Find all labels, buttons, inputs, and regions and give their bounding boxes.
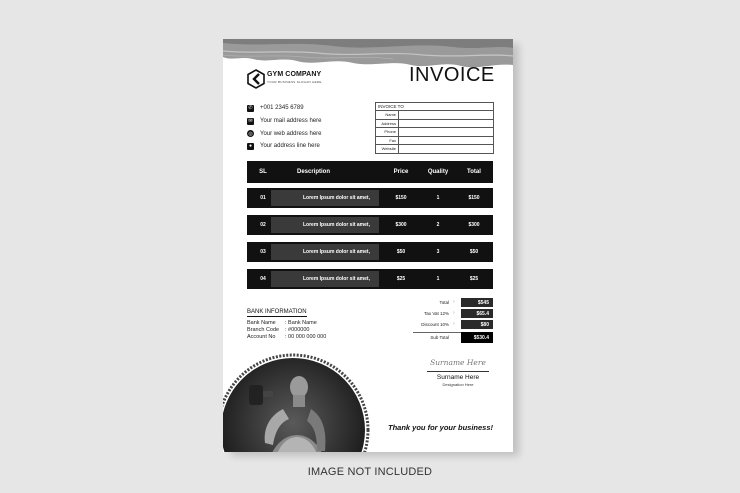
chevron-right-icon: › xyxy=(453,310,455,316)
bank-label: Bank Name xyxy=(247,320,276,326)
thanks-message: Thank you for your business! xyxy=(388,423,494,432)
cell-description: Lorem Ipsum dolor sit amet, xyxy=(303,249,370,255)
image-caption: IMAGE NOT INCLUDED xyxy=(307,466,433,478)
cell-price: $50 xyxy=(396,249,406,255)
table-row xyxy=(247,242,493,262)
bank-line xyxy=(247,327,326,334)
table-header xyxy=(247,161,493,183)
globe-icon: ◎ xyxy=(248,130,253,137)
hexagon-logo-icon xyxy=(247,69,265,89)
cell-total: $300 xyxy=(468,222,480,228)
bank-value: : Bank Name xyxy=(285,320,317,326)
signature-name: Surname Here xyxy=(436,374,480,381)
invoice-to-box xyxy=(375,102,494,154)
cell-sl: 04 xyxy=(260,276,266,282)
phone-icon: ✆ xyxy=(248,105,253,112)
summary-label: Total xyxy=(439,300,449,305)
summary-label: Tax Vat 12% xyxy=(424,311,449,316)
summary-value: $80 xyxy=(461,320,493,329)
contact-text: Your web address here xyxy=(260,130,322,137)
summary-block xyxy=(413,297,493,343)
signature-line xyxy=(427,371,489,372)
invoice-to-row xyxy=(376,111,493,120)
contact-mail xyxy=(247,115,322,128)
invoice-to-label: Address xyxy=(376,120,399,128)
company-name: GYM COMPANY xyxy=(267,71,322,78)
bank-line xyxy=(247,334,326,341)
chevron-right-icon: › xyxy=(453,321,455,327)
table-row xyxy=(247,188,493,208)
cell-description: Lorem Ipsum dolor sit amet, xyxy=(303,195,370,201)
invoice-to-label: Phone xyxy=(376,128,399,136)
cell-price: $300 xyxy=(395,222,407,228)
summary-total xyxy=(413,297,493,308)
cell-price: $150 xyxy=(395,195,407,201)
summary-discount xyxy=(413,319,493,330)
header-total: Total xyxy=(467,169,481,175)
header-sl: SL xyxy=(259,169,267,175)
gym-photo-placeholder xyxy=(223,347,379,452)
contact-text: +001 2345 6789 xyxy=(260,105,304,112)
summary-tax xyxy=(413,308,493,319)
cell-quantity: 2 xyxy=(436,222,440,228)
invoice-to-label: Website xyxy=(376,145,399,153)
bank-value: : #000000 xyxy=(285,327,310,333)
cell-quantity: 1 xyxy=(436,195,440,201)
invoice-to-heading: INVOICE TO xyxy=(376,103,493,111)
bank-information xyxy=(247,300,326,341)
signature-block xyxy=(423,357,493,387)
bank-line xyxy=(247,320,326,327)
cell-quantity: 1 xyxy=(436,276,440,282)
cell-sl: 02 xyxy=(260,222,266,228)
bank-title: BANK INFORMATION xyxy=(247,309,307,315)
bank-value: : 00 000 000 000 xyxy=(285,334,327,340)
cell-description: Lorem Ipsum dolor sit amet, xyxy=(303,276,370,282)
summary-value: $545 xyxy=(461,298,493,307)
mail-icon: ✉ xyxy=(248,118,253,125)
bank-label: Account No xyxy=(247,334,276,340)
cell-total: $25 xyxy=(469,276,479,282)
signature-script: Surname Here xyxy=(430,358,486,367)
company-tagline: YOUR BUSINESS SLOGAN HERE xyxy=(267,80,322,84)
cell-total: $50 xyxy=(469,249,479,255)
invoice-to-label: Name xyxy=(376,111,399,119)
invoice-title: INVOICE xyxy=(409,64,495,86)
contact-web xyxy=(247,127,322,140)
cell-quantity: 3 xyxy=(436,249,440,255)
invoice-to-row xyxy=(376,137,493,146)
contact-text: Your mail address here xyxy=(260,118,322,125)
summary-subtotal xyxy=(413,332,493,343)
table-row xyxy=(247,269,493,289)
header-price: Price xyxy=(393,169,409,175)
location-icon: ● xyxy=(248,143,253,150)
cell-description: Lorem Ipsum dolor sit amet, xyxy=(303,222,370,228)
cell-price: $25 xyxy=(396,276,406,282)
table-row xyxy=(247,215,493,235)
contact-address xyxy=(247,140,322,153)
contact-list xyxy=(247,102,322,153)
summary-value: $65.4 xyxy=(461,309,493,318)
invoice-page xyxy=(223,39,513,452)
cell-sl: 01 xyxy=(260,195,266,201)
signature-role: Designation Here xyxy=(442,382,474,387)
invoice-to-label: Fax xyxy=(376,137,399,145)
contact-phone xyxy=(247,102,322,115)
cell-total: $150 xyxy=(468,195,480,201)
summary-label: Sub Total xyxy=(430,335,449,340)
invoice-to-row xyxy=(376,145,493,153)
header-description: Description xyxy=(297,169,331,175)
chevron-right-icon: › xyxy=(453,299,455,305)
summary-label: Discount 10% xyxy=(421,322,449,327)
cell-sl: 03 xyxy=(260,249,266,255)
summary-value: $530.4 xyxy=(461,332,493,343)
invoice-to-row xyxy=(376,128,493,137)
contact-text: Your address line here xyxy=(260,143,320,150)
invoice-to-row xyxy=(376,120,493,129)
bank-label: Branch Code xyxy=(247,327,280,333)
header-quantity: Quality xyxy=(427,169,449,175)
